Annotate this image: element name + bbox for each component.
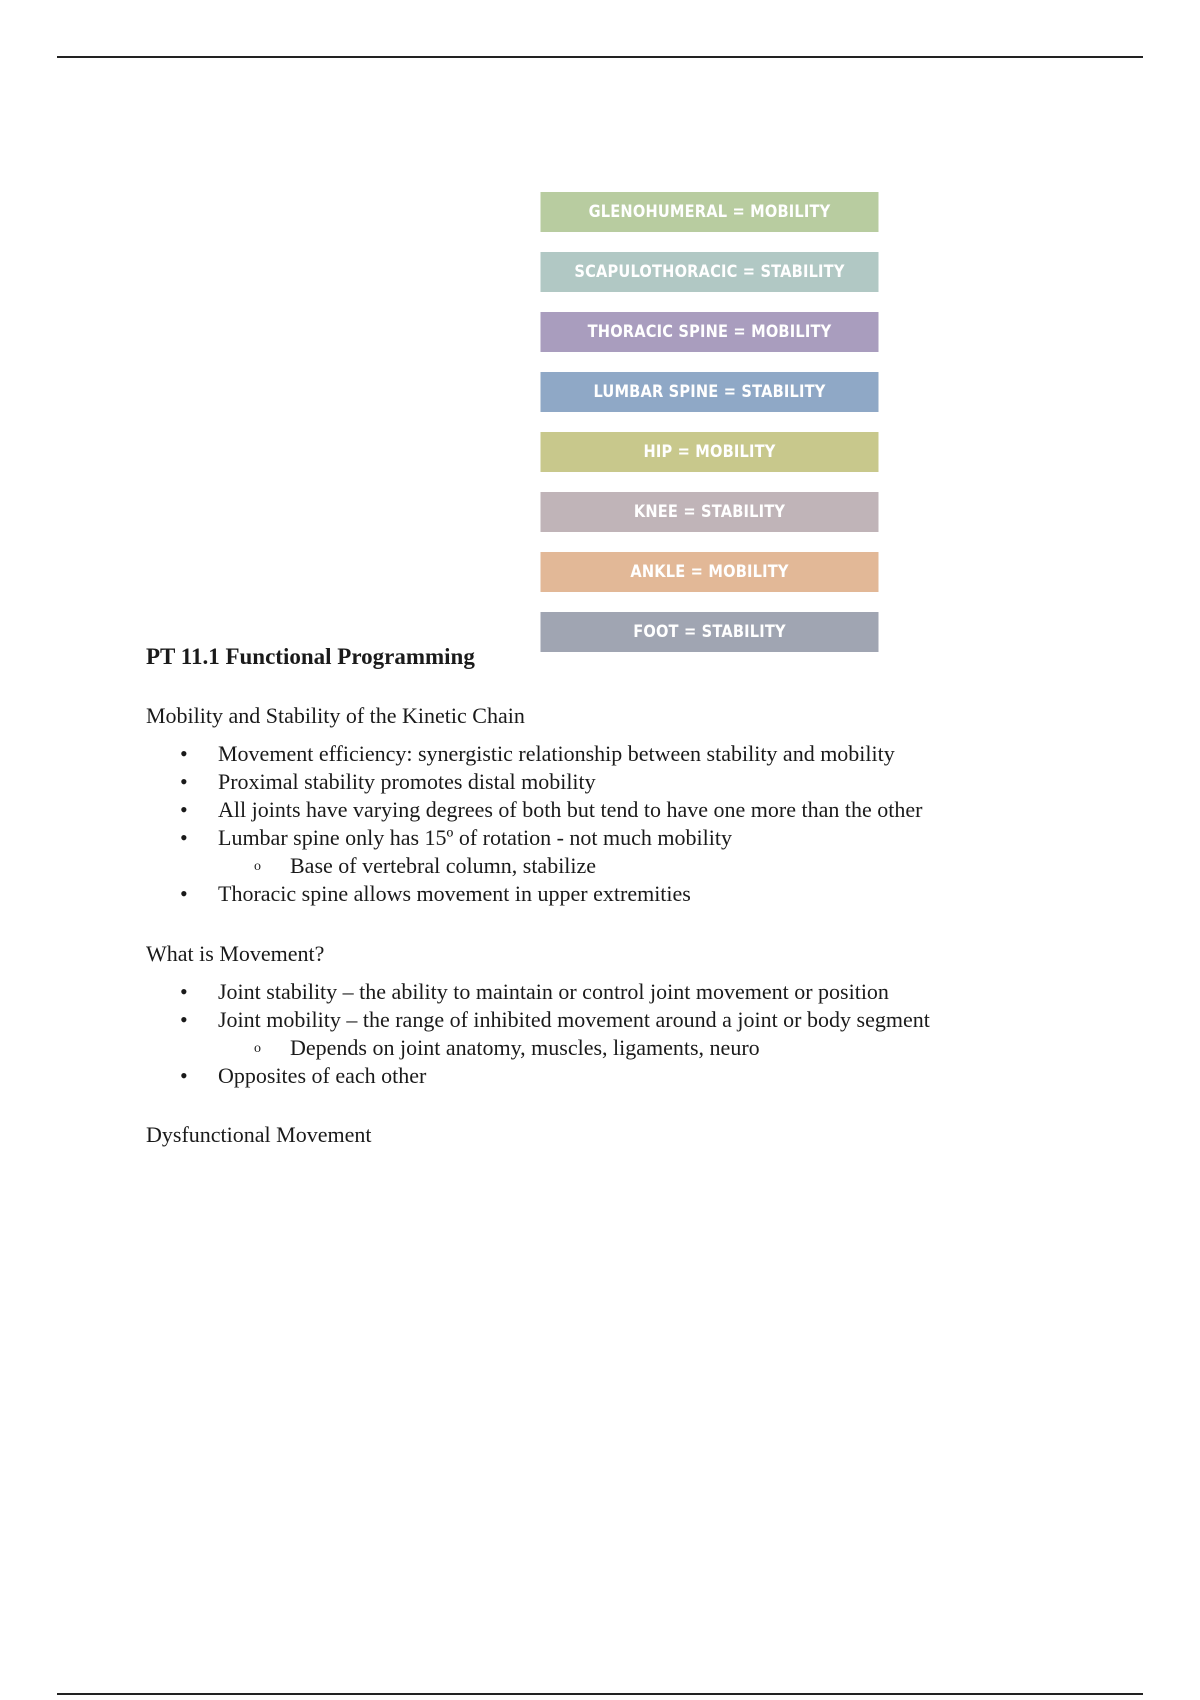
- figure-band: [541, 552, 879, 592]
- list-item-text: All joints have varying degrees of both but tend to have one more than the other: [218, 797, 923, 822]
- list-item-text: Lumbar spine only has 15º of rotation - not much mobility: [218, 825, 732, 850]
- figure-band-label: ANKLE = MOBILITY: [630, 562, 789, 582]
- section-what-is-movement: [146, 940, 1046, 1090]
- section-heading: What is Movement?: [146, 941, 325, 966]
- list-item-text: Thoracic spine allows movement in upper extremities: [218, 881, 691, 906]
- figure-band: [541, 372, 879, 412]
- figure-band: [541, 192, 879, 232]
- sub-list-container: [146, 852, 1046, 880]
- list-item-text: Opposites of each other: [218, 1063, 427, 1088]
- list-item-text: Joint stability – the ability to maintain or control joint movement or position: [218, 979, 889, 1004]
- list-item: [146, 880, 1046, 908]
- section-heading: Dysfunctional Movement: [146, 1122, 372, 1147]
- bullet-list: [146, 978, 1046, 1090]
- list-item-text: Movement efficiency: synergistic relationship between stability and mobility: [218, 741, 895, 766]
- sub-list-item: o Depends on joint anatomy, muscles, ligaments, neuro: [218, 1034, 1046, 1062]
- list-item-text: Joint mobility – the range of inhibited movement around a joint or body segment: [218, 1007, 930, 1032]
- section-dysfunctional-movement: [146, 1121, 1046, 1159]
- sub-list: [146, 852, 1046, 880]
- figure-band-label: THORACIC SPINE = MOBILITY: [587, 322, 832, 342]
- figure-band-label: GLENOHUMERAL = MOBILITY: [588, 202, 831, 222]
- list-item: [146, 1006, 1046, 1034]
- list-item: [146, 1062, 1046, 1090]
- list-item: [146, 796, 1046, 824]
- document-title: PT 11.1 Functional Programming: [146, 644, 475, 669]
- list-item: [146, 768, 1046, 796]
- section-heading: Mobility and Stability of the Kinetic Chain: [146, 703, 525, 728]
- figure-band: [541, 612, 879, 652]
- figure-band: [541, 492, 879, 532]
- sub-list-container: [146, 1034, 1046, 1062]
- joint-by-joint-figure: [513, 192, 906, 672]
- sub-list: [146, 1034, 1046, 1062]
- list-item: [146, 740, 1046, 768]
- figure-band-label: HIP = MOBILITY: [643, 442, 776, 462]
- figure-band-label: KNEE = STABILITY: [633, 502, 786, 522]
- figure-band-label: SCAPULOTHORACIC = STABILITY: [574, 262, 845, 282]
- list-item: [146, 824, 1046, 852]
- figure-band-label: FOOT = STABILITY: [633, 622, 786, 642]
- header-rule: [57, 56, 1143, 58]
- bullet-list: [146, 740, 1046, 908]
- section-kinetic-chain: [146, 702, 1046, 908]
- sub-list-item: o Base of vertebral column, stabilize: [218, 852, 1046, 880]
- list-item-text: Proximal stability promotes distal mobility: [218, 769, 596, 794]
- figure-band: [541, 252, 879, 292]
- footer-rule: [57, 1693, 1143, 1695]
- figure-band: [541, 432, 879, 472]
- list-item: [146, 978, 1046, 1006]
- figure-band: [541, 312, 879, 352]
- figure-band-label: LUMBAR SPINE = STABILITY: [593, 382, 826, 402]
